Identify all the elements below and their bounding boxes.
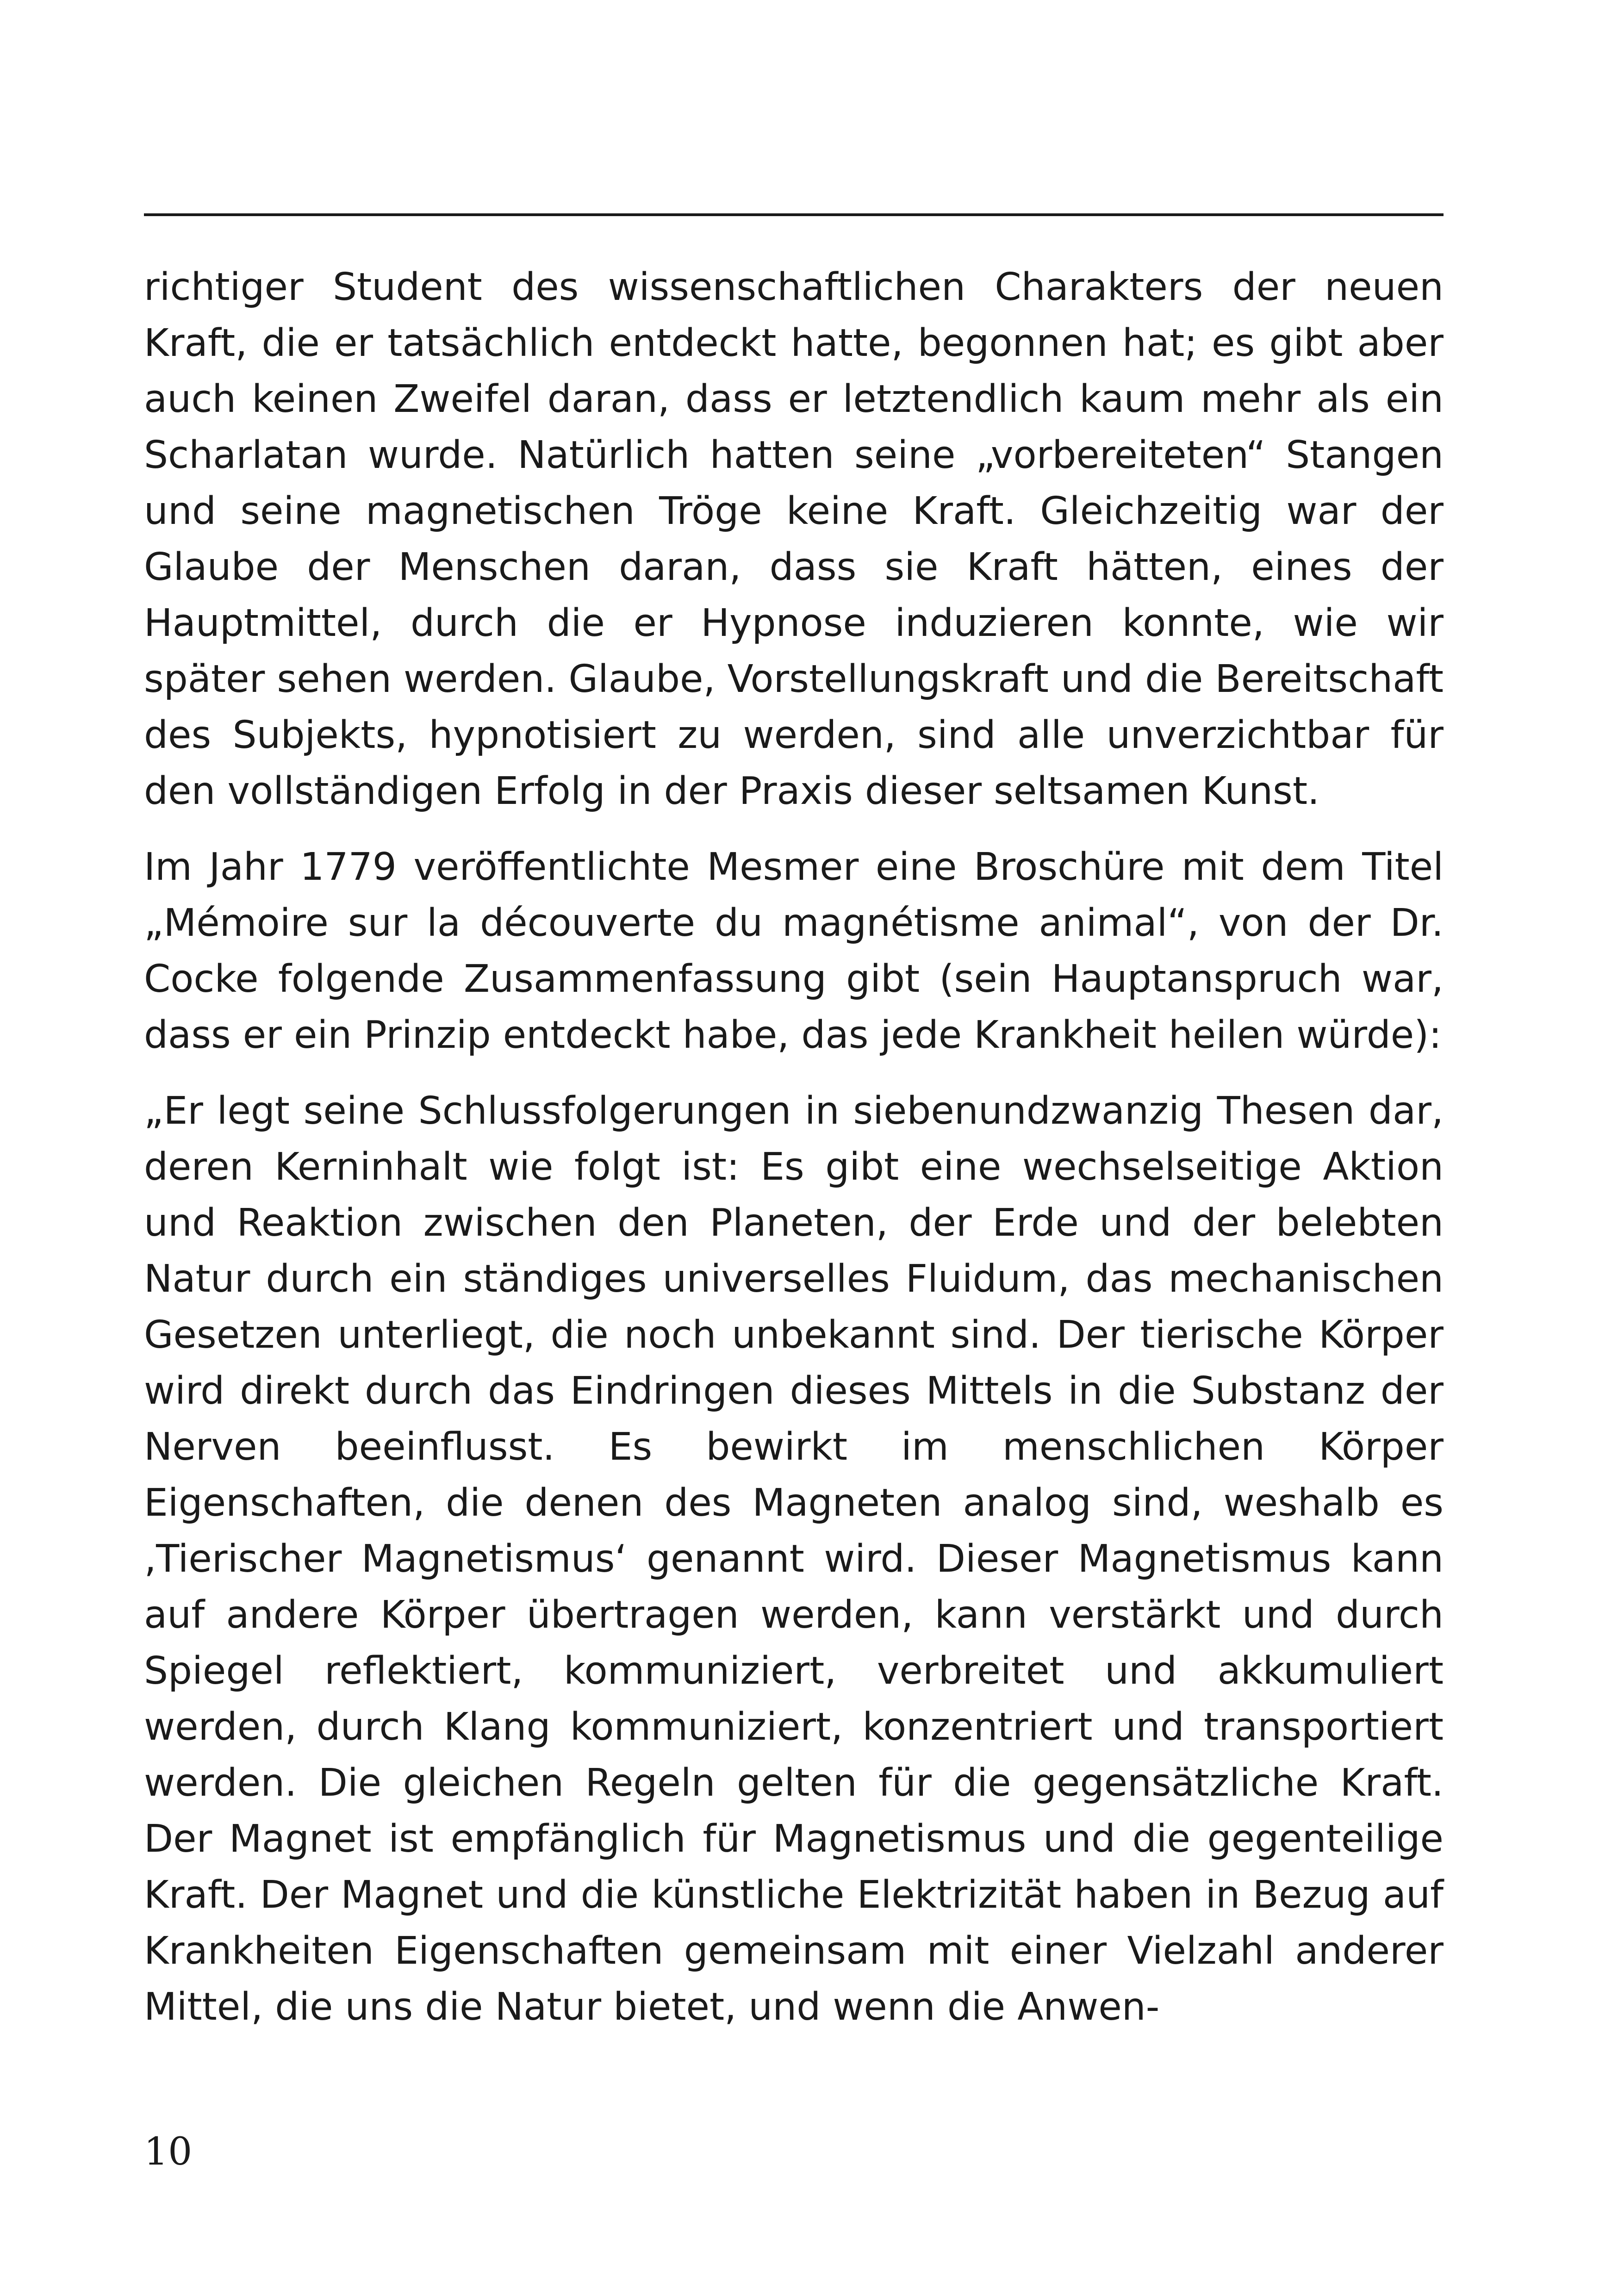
header-rule <box>144 213 1444 216</box>
paragraph-2: Im Jahr 1779 veröffentlichte Mesmer eine Broschüre mit dem Titel „Mémoire sur la découverte du magnétisme animal“, von der Dr. Cocke folgende Zusammenfassung gibt (sein Hauptanspruch war, dass er ein Prinzip entdeckt habe, das jede Krankheit heilen würde): <box>144 845 1444 1057</box>
page-number: 10 <box>144 2130 193 2174</box>
paragraph-1: richtiger Student des wissenschaftlichen Charakters der neuen Kraft, die er tatsächlich entdeckt hatte, begonnen hat; es gibt aber auch keinen Zweifel daran, dass er letztendlich kaum mehr als ein Scharlatan wurde. Natürlich hatten seine „vorbereiteten“ Stangen und seine magnetischen Tröge keine Kraft. Gleichzeitig war der Glaube der Menschen daran, dass sie Kraft hätten, eines der Hauptmittel, durch die er Hypnose induzieren konnte, wie wir später sehen werden. Glaube, Vorstellungskraft und die Bereitschaft des Subjekts, hypnotisiert zu werden, sind alle unverzichtbar für den vollständigen Erfolg in der Praxis dieser seltsamen Kunst. <box>144 265 1444 813</box>
body-text <box>144 259 1444 2035</box>
paragraph-3: „Er legt seine Schlussfolgerungen in siebenundzwanzig Thesen dar, deren Kerninhalt wie folgt ist: Es gibt eine wechselseitige Aktion und Reaktion zwischen den Planeten, der Erde und der belebten Natur durch ein ständiges universelles Fluidum, das mechanischen Gesetzen unterliegt, die noch unbekannt sind. Der tierische Körper wird direkt durch das Eindringen dieses Mittels in die Substanz der Nerven beeinflusst. Es bewirkt im menschlichen Körper Eigenschaften, die denen des Magneten analog sind, weshalb es ‚Tierischer Magnetismus‘ genannt wird. Dieser Magnetismus kann auf andere Körper übertragen werden, kann verstärkt und durch Spiegel reflektiert, kommuniziert, verbreitet und akkumuliert werden, durch Klang kommuniziert, konzentriert und transportiert werden. Die gleichen Regeln gelten für die gegensätzliche Kraft. Der Magnet ist empfänglich für Magnetismus und die gegenteilige Kraft. Der Magnet und die künstliche Elektrizität haben in Bezug auf Krankheiten Eigenschaften gemeinsam mit einer Vielzahl anderer Mittel, die uns die Natur bietet, und wenn die Anwen- <box>144 1089 1444 2029</box>
